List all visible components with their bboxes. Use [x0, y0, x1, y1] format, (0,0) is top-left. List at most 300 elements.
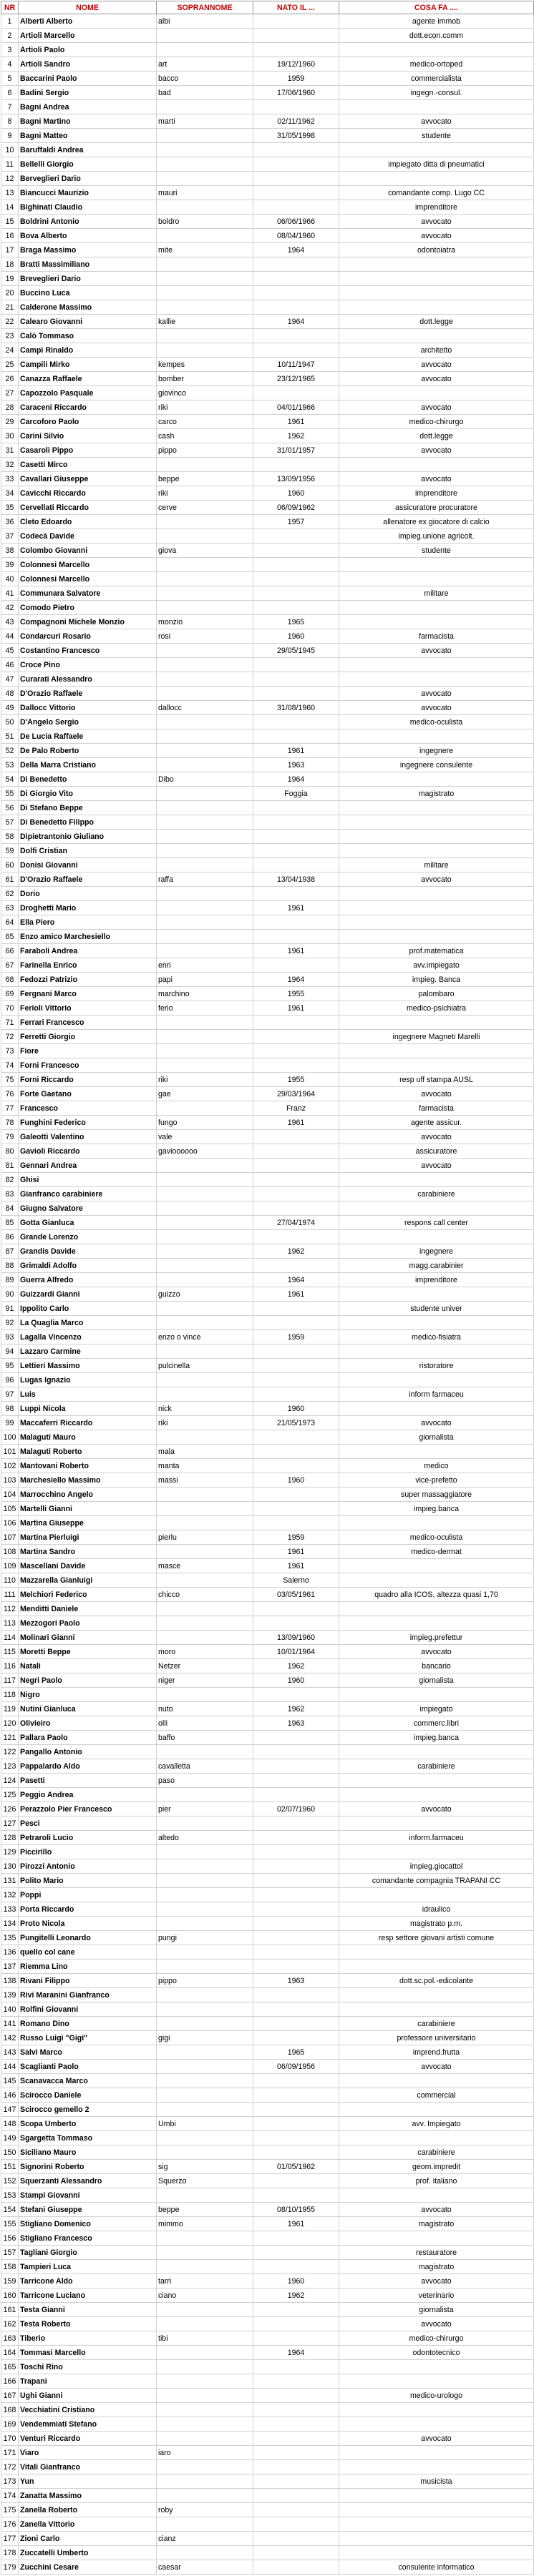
table-row: [1, 1130, 534, 1144]
cell-cosa: palombaro: [339, 987, 534, 1001]
cell-soprannome: nuto: [157, 1702, 253, 1716]
table-row: [1, 1330, 534, 1344]
cell-soprannome: cavalletta: [157, 1759, 253, 1774]
table-row: [1, 458, 534, 472]
cell-soprannome: [157, 558, 253, 572]
cell-cosa: studente: [339, 129, 534, 143]
cell-nome: Marrocchino Angelo: [19, 1488, 157, 1502]
cell-nato: 1961: [253, 415, 339, 429]
cell-nome: Breveglieri Dario: [19, 272, 157, 286]
cell-cosa: odontotecnico: [339, 2346, 534, 2360]
cell-soprannome: [157, 329, 253, 343]
cell-nr: 141: [1, 2017, 19, 2031]
cell-nome: Artioli Sandro: [19, 57, 157, 72]
cell-soprannome: [157, 1745, 253, 1759]
cell-nome: Gotta Gianluca: [19, 1216, 157, 1230]
cell-nato: [253, 2331, 339, 2346]
cell-nr: 2: [1, 29, 19, 43]
cell-nato: [253, 1902, 339, 1917]
cell-nato: [253, 1459, 339, 1473]
cell-nome: Baccarini Paolo: [19, 72, 157, 86]
table-row: [1, 200, 534, 215]
cell-nato: [253, 2517, 339, 2532]
cell-nato: 13/09/1956: [253, 472, 339, 486]
cell-cosa: medico-oculista: [339, 715, 534, 729]
cell-soprannome: cerve: [157, 501, 253, 515]
cell-nato: [253, 2260, 339, 2274]
cell-nr: 168: [1, 2403, 19, 2417]
cell-soprannome: [157, 229, 253, 243]
cell-nato: 1955: [253, 987, 339, 1001]
cell-nome: Campili Mirko: [19, 358, 157, 372]
cell-cosa: avvocato: [339, 2060, 534, 2074]
cell-soprannome: [157, 2017, 253, 2031]
table-row: [1, 443, 534, 458]
table-row: [1, 1502, 534, 1516]
cell-nome: Cervellati Riccardo: [19, 501, 157, 515]
cell-nr: 77: [1, 1101, 19, 1116]
cell-nr: 156: [1, 2231, 19, 2246]
cell-cosa: imprend.frutta: [339, 2045, 534, 2060]
cell-soprannome: roby: [157, 2503, 253, 2517]
cell-nato: [253, 186, 339, 200]
cell-cosa: avvocato: [339, 443, 534, 458]
cell-nome: Fedozzi Patrizio: [19, 973, 157, 987]
cell-soprannome: [157, 1602, 253, 1616]
header-nome: NOME: [19, 1, 157, 14]
cell-nr: 45: [1, 644, 19, 658]
cell-nr: 11: [1, 157, 19, 172]
cell-nome: D'Orazio Raffaele: [19, 872, 157, 887]
table-row: [1, 486, 534, 501]
table-row: [1, 1559, 534, 1573]
cell-nato: [253, 257, 339, 272]
cell-nr: 129: [1, 1845, 19, 1859]
cell-soprannome: [157, 343, 253, 358]
cell-nome: Casaroli Pippo: [19, 443, 157, 458]
cell-nr: 64: [1, 915, 19, 930]
cell-soprannome: [157, 1874, 253, 1888]
cell-cosa: assicuratore procuratore: [339, 501, 534, 515]
cell-nome: Scirocco Daniele: [19, 2088, 157, 2103]
cell-nr: 127: [1, 1817, 19, 1831]
cell-nome: Zioni Carlo: [19, 2532, 157, 2546]
cell-nome: De Palo Roberto: [19, 744, 157, 758]
table-row: [1, 2303, 534, 2317]
cell-nr: 128: [1, 1831, 19, 1845]
cell-cosa: [339, 2360, 534, 2374]
cell-nato: [253, 830, 339, 844]
cell-nome: Compagnoni Michele Monzio: [19, 615, 157, 629]
cell-cosa: musicista: [339, 2474, 534, 2489]
cell-soprannome: gavioooooo: [157, 1144, 253, 1159]
cell-cosa: [339, 1316, 534, 1330]
cell-soprannome: bad: [157, 86, 253, 100]
cell-cosa: [339, 1201, 534, 1216]
cell-nome: Gennari Andrea: [19, 1159, 157, 1173]
cell-soprannome: raffa: [157, 872, 253, 887]
cell-cosa: dott.legge: [339, 315, 534, 329]
cell-cosa: agente assicur.: [339, 1116, 534, 1130]
cell-cosa: farmacista: [339, 1101, 534, 1116]
cell-soprannome: [157, 1430, 253, 1445]
cell-nato: [253, 2088, 339, 2103]
cell-cosa: assicuratore: [339, 1144, 534, 1159]
cell-cosa: ingegnere: [339, 1244, 534, 1259]
cell-nato: [253, 558, 339, 572]
cell-soprannome: bacco: [157, 72, 253, 86]
cell-cosa: [339, 2374, 534, 2389]
cell-nome: Della Marra Cristiano: [19, 758, 157, 772]
cell-nome: Ferretti Giorgio: [19, 1030, 157, 1044]
cell-nome: Tiberio: [19, 2331, 157, 2346]
cell-nato: 1961: [253, 1001, 339, 1016]
cell-nome: Vecchiatini Cristiano: [19, 2403, 157, 2417]
cell-nr: 6: [1, 86, 19, 100]
table-row: [1, 701, 534, 715]
cell-nome: Dolfi Cristian: [19, 844, 157, 858]
cell-nato: [253, 1173, 339, 1187]
cell-nr: 51: [1, 729, 19, 744]
cell-soprannome: dallocc: [157, 701, 253, 715]
cell-nato: [253, 43, 339, 57]
table-row: [1, 114, 534, 129]
table-row: [1, 915, 534, 930]
cell-nato: 1964: [253, 315, 339, 329]
table-row: [1, 1244, 534, 1259]
cell-soprannome: pippo: [157, 1974, 253, 1988]
header-nato: NATO IL ...: [253, 1, 339, 14]
table-row: [1, 1702, 534, 1716]
cell-nato: [253, 1201, 339, 1216]
cell-nr: 80: [1, 1144, 19, 1159]
cell-cosa: [339, 2131, 534, 2145]
cell-nr: 117: [1, 1673, 19, 1688]
cell-nato: [253, 1945, 339, 1960]
cell-nato: [253, 687, 339, 701]
cell-nr: 86: [1, 1230, 19, 1244]
cell-soprannome: art: [157, 57, 253, 72]
cell-cosa: [339, 1774, 534, 1788]
cell-soprannome: [157, 1316, 253, 1330]
cell-soprannome: [157, 2346, 253, 2360]
table-row: [1, 973, 534, 987]
cell-soprannome: riki: [157, 1073, 253, 1087]
cell-nr: 58: [1, 830, 19, 844]
cell-nome: Canazza Raffaele: [19, 372, 157, 386]
cell-nome: Forni Riccardo: [19, 1073, 157, 1087]
cell-nato: 1959: [253, 72, 339, 86]
cell-nr: 36: [1, 515, 19, 529]
table-row: [1, 687, 534, 701]
cell-nato: 1961: [253, 1545, 339, 1559]
cell-nato: [253, 658, 339, 672]
cell-soprannome: [157, 729, 253, 744]
cell-soprannome: [157, 887, 253, 901]
cell-nato: [253, 801, 339, 815]
cell-nato: [253, 343, 339, 358]
table-row: [1, 2360, 534, 2374]
cell-nr: 70: [1, 1001, 19, 1016]
cell-cosa: [339, 1945, 534, 1960]
cell-nr: 149: [1, 2131, 19, 2145]
table-row: [1, 872, 534, 887]
cell-soprannome: [157, 586, 253, 601]
cell-nato: [253, 1316, 339, 1330]
cell-soprannome: enri: [157, 958, 253, 973]
cell-nr: 106: [1, 1516, 19, 1530]
cell-nome: Vendemmiati Stefano: [19, 2417, 157, 2432]
cell-nome: Tagliani Giorgio: [19, 2246, 157, 2260]
table-row: [1, 2017, 534, 2031]
cell-nato: [253, 2360, 339, 2374]
cell-nr: 104: [1, 1488, 19, 1502]
cell-nr: 110: [1, 1573, 19, 1588]
cell-soprannome: beppe: [157, 472, 253, 486]
cell-nato: 1964: [253, 772, 339, 787]
header-cosa: COSA FA ....: [339, 1, 534, 14]
cell-nr: 40: [1, 572, 19, 586]
cell-cosa: ristoratore: [339, 1359, 534, 1373]
cell-soprannome: [157, 1373, 253, 1387]
cell-nome: Grimaldi Adolfo: [19, 1259, 157, 1273]
cell-nato: [253, 1259, 339, 1273]
cell-cosa: inform farmaceu: [339, 1387, 534, 1402]
cell-nr: 57: [1, 815, 19, 830]
table-row: [1, 2346, 534, 2360]
cell-nato: [253, 815, 339, 830]
cell-soprannome: [157, 1016, 253, 1030]
table-row: [1, 2532, 534, 2546]
cell-nato: 31/05/1998: [253, 129, 339, 143]
cell-cosa: [339, 1016, 534, 1030]
cell-nato: 1961: [253, 744, 339, 758]
cell-nr: 160: [1, 2289, 19, 2303]
cell-nome: Dipietrantonio Giuliano: [19, 830, 157, 844]
cell-nome: Ghisi: [19, 1173, 157, 1187]
cell-cosa: avvocato: [339, 472, 534, 486]
cell-nome: Lugas Ignazio: [19, 1373, 157, 1387]
cell-nr: 108: [1, 1545, 19, 1559]
cell-soprannome: [157, 172, 253, 186]
cell-nome: Communara Salvatore: [19, 586, 157, 601]
cell-nr: 170: [1, 2432, 19, 2446]
cell-nato: [253, 2546, 339, 2560]
cell-nome: Bratti Massimiliano: [19, 257, 157, 272]
cell-nr: 74: [1, 1058, 19, 1073]
table-row: [1, 830, 534, 844]
table-row: [1, 1516, 534, 1530]
table-row: [1, 1416, 534, 1430]
cell-nr: 60: [1, 858, 19, 872]
cell-nato: [253, 1988, 339, 2002]
cell-soprannome: [157, 844, 253, 858]
cell-cosa: [339, 2188, 534, 2203]
cell-cosa: avvocato: [339, 229, 534, 243]
table-row: [1, 1201, 534, 1216]
cell-nr: 94: [1, 1344, 19, 1359]
table-row: [1, 844, 534, 858]
cell-cosa: avvocato: [339, 1087, 534, 1101]
cell-cosa: [339, 1516, 534, 1530]
cell-nato: [253, 1759, 339, 1774]
table-row: [1, 172, 534, 186]
cell-soprannome: mite: [157, 243, 253, 257]
table-row: [1, 1902, 534, 1917]
cell-nato: 1964: [253, 243, 339, 257]
cell-nr: 89: [1, 1273, 19, 1287]
cell-soprannome: niger: [157, 1673, 253, 1688]
cell-nr: 5: [1, 72, 19, 86]
cell-nome: D'Orazio Raffaele: [19, 687, 157, 701]
table-row: [1, 1859, 534, 1874]
cell-cosa: carabiniere: [339, 2017, 534, 2031]
cell-nr: 62: [1, 887, 19, 901]
cell-nato: [253, 1058, 339, 1073]
cell-cosa: impieg.unione agricolt.: [339, 529, 534, 544]
cell-soprannome: [157, 1302, 253, 1316]
cell-nr: 20: [1, 286, 19, 300]
cell-cosa: avvocato: [339, 872, 534, 887]
cell-nato: 03/05/1961: [253, 1588, 339, 1602]
cell-cosa: [339, 658, 534, 672]
table-row: [1, 2474, 534, 2489]
cell-nato: [253, 958, 339, 973]
table-row: [1, 1888, 534, 1902]
cell-soprannome: [157, 1945, 253, 1960]
cell-soprannome: [157, 286, 253, 300]
cell-nome: Bagni Matteo: [19, 129, 157, 143]
cell-nome: Lazzaro Carmine: [19, 1344, 157, 1359]
table-row: [1, 2145, 534, 2160]
cell-nr: 163: [1, 2331, 19, 2346]
cell-nr: 49: [1, 701, 19, 715]
cell-nr: 26: [1, 372, 19, 386]
cell-soprannome: paso: [157, 1774, 253, 1788]
table-row: [1, 729, 534, 744]
table-row: [1, 2088, 534, 2103]
table-row: [1, 2231, 534, 2246]
cell-soprannome: [157, 1960, 253, 1974]
cell-cosa: [339, 2417, 534, 2432]
cell-nome: Riemma Lino: [19, 1960, 157, 1974]
cell-nome: Zuccatelli Umberto: [19, 2546, 157, 2560]
cell-nome: Signorini Roberto: [19, 2160, 157, 2174]
cell-cosa: [339, 329, 534, 343]
table-row: [1, 1602, 534, 1616]
cell-nato: [253, 1373, 339, 1387]
cell-nome: Bagni Andrea: [19, 100, 157, 114]
cell-nato: 1960: [253, 486, 339, 501]
cell-nato: [253, 2131, 339, 2145]
cell-nr: 166: [1, 2374, 19, 2389]
cell-nr: 135: [1, 1931, 19, 1945]
cell-nome: Dorio: [19, 887, 157, 901]
contacts-table: [1, 1, 534, 2575]
table-row: [1, 1545, 534, 1559]
cell-nome: Baruffaldi Andrea: [19, 143, 157, 157]
table-row: [1, 186, 534, 200]
cell-cosa: avvocato: [339, 1159, 534, 1173]
cell-soprannome: baffo: [157, 1731, 253, 1745]
cell-nome: Pallara Paolo: [19, 1731, 157, 1745]
cell-cosa: [339, 887, 534, 901]
cell-cosa: [339, 1287, 534, 1302]
cell-nr: 136: [1, 1945, 19, 1960]
cell-cosa: ingegnere Magneti Marelli: [339, 1030, 534, 1044]
cell-soprannome: [157, 1516, 253, 1530]
table-row: [1, 2460, 534, 2474]
cell-soprannome: [157, 2145, 253, 2160]
cell-nato: 1962: [253, 1244, 339, 1259]
cell-soprannome: [157, 601, 253, 615]
cell-soprannome: kempes: [157, 358, 253, 372]
cell-soprannome: riki: [157, 1416, 253, 1430]
cell-nato: [253, 2103, 339, 2117]
cell-nato: 1960: [253, 1402, 339, 1416]
cell-nr: 107: [1, 1530, 19, 1545]
cell-nome: Artioli Paolo: [19, 43, 157, 57]
cell-nome: Pappalardo Aldo: [19, 1759, 157, 1774]
cell-nr: 53: [1, 758, 19, 772]
cell-cosa: [339, 901, 534, 915]
cell-soprannome: enzo o vince: [157, 1330, 253, 1344]
cell-nome: Squerzanti Alessandro: [19, 2174, 157, 2188]
cell-nato: [253, 2374, 339, 2389]
table-row: [1, 272, 534, 286]
cell-soprannome: [157, 1788, 253, 1802]
cell-nome: Trapani: [19, 2374, 157, 2389]
cell-nato: 01/05/1962: [253, 2160, 339, 2174]
cell-soprannome: [157, 129, 253, 143]
cell-nome: Croce Pino: [19, 658, 157, 672]
cell-nato: [253, 1144, 339, 1159]
cell-soprannome: [157, 1387, 253, 1402]
cell-soprannome: pier: [157, 1802, 253, 1817]
table-row: [1, 1402, 534, 1416]
table-row: [1, 2517, 534, 2532]
cell-soprannome: [157, 915, 253, 930]
cell-soprannome: chicco: [157, 1588, 253, 1602]
table-row: [1, 1473, 534, 1488]
cell-nato: [253, 272, 339, 286]
cell-nome: Negri Paolo: [19, 1673, 157, 1688]
cell-nato: 1961: [253, 901, 339, 915]
table-row: [1, 1831, 534, 1845]
cell-nome: Lagalla Vincenzo: [19, 1330, 157, 1344]
table-row: [1, 1688, 534, 1702]
cell-soprannome: [157, 2374, 253, 2389]
cell-soprannome: [157, 572, 253, 586]
cell-nr: 111: [1, 1588, 19, 1602]
cell-nato: [253, 1817, 339, 1831]
cell-soprannome: [157, 1817, 253, 1831]
cell-nome: quello col cane: [19, 1945, 157, 1960]
table-row: [1, 1001, 534, 1016]
cell-soprannome: [157, 157, 253, 172]
cell-nome: Cavicchi Riccardo: [19, 486, 157, 501]
cell-nr: 133: [1, 1902, 19, 1917]
cell-soprannome: massi: [157, 1473, 253, 1488]
cell-nome: Luppi Nicola: [19, 1402, 157, 1416]
cell-nato: 1959: [253, 1530, 339, 1545]
cell-cosa: [339, 1602, 534, 1616]
cell-nato: [253, 157, 339, 172]
cell-nr: 3: [1, 43, 19, 57]
cell-nato: [253, 1488, 339, 1502]
cell-nr: 123: [1, 1759, 19, 1774]
cell-soprannome: iaro: [157, 2446, 253, 2460]
